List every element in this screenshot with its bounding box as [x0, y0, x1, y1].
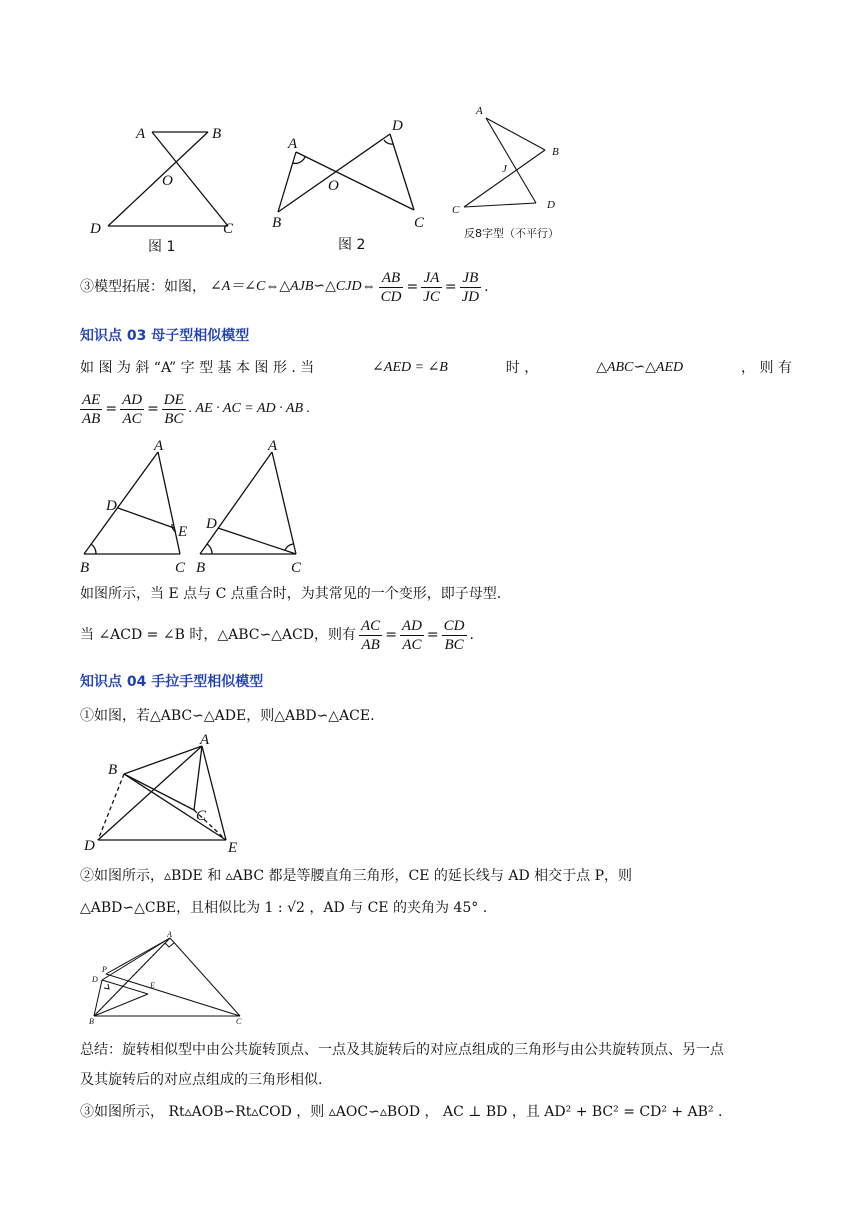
- label-D: D: [90, 221, 101, 237]
- label-B: B: [108, 762, 118, 778]
- seg-AC: [296, 152, 414, 210]
- label-E: E: [178, 524, 188, 540]
- label-B: B: [80, 560, 90, 576]
- seg-CD: [464, 203, 536, 207]
- mother-child-line-2: $\frac{AE}{AB}$ = $\frac{AD}{AC}$ = $\frac{DE}{BC}$ . AE · AC = AD · AB .: [82, 391, 310, 427]
- seg-DC: [390, 134, 414, 210]
- mother-child-line-1: [80, 358, 792, 378]
- eq: =: [406, 279, 419, 295]
- fraction-AC-AB: $\frac{AC}{AB}$: [361, 617, 381, 653]
- caption: 图 1: [148, 239, 176, 255]
- label-A: A: [154, 438, 164, 454]
- label-C: C: [236, 1017, 242, 1026]
- hand-in-hand-2b: △ABD∽△CBE，且相似比为 1 : √2 ，AD 与 CE 的夹角为 45° .: [80, 900, 488, 916]
- figure-1: [80, 118, 250, 258]
- label-B: B: [272, 215, 282, 231]
- seg-BD: [108, 132, 208, 226]
- label-A: A: [268, 438, 278, 454]
- mz2-text: 当 ∠ACD = ∠B 时，△ABC∽△ACD，则有: [80, 627, 357, 643]
- label-B: B: [196, 560, 206, 576]
- label-C: C: [291, 560, 302, 576]
- ext-condition: ∠A＝∠C⇔△AJB∽△CJD⇔: [210, 279, 376, 294]
- fraction-AE-AB: $\frac{AE}{AB}$: [82, 391, 101, 427]
- label-D: D: [92, 975, 98, 984]
- label-E: E: [228, 840, 238, 856]
- caption: 反8字型（不平行）: [464, 227, 559, 240]
- ext-lead: ③模型拓展：如图，: [80, 279, 206, 295]
- label-B: B: [552, 146, 559, 158]
- label-C: C: [223, 221, 234, 237]
- label-D: D: [206, 516, 217, 532]
- summary-line-2: 及其旋转后的对应点组成的三角形相似.: [80, 1072, 323, 1088]
- label-C: C: [414, 215, 425, 231]
- fraction-AB-CD: $\frac{AB}{CD}$: [380, 269, 402, 305]
- fraction-DE-BC: $\frac{DE}{BC}$: [163, 391, 184, 427]
- label-A: A: [136, 126, 146, 142]
- heading-knowledge-03: 知识点 03 母子型相似模型: [80, 328, 250, 344]
- mother-child-variant: 如图所示，当 E 点与 C 点重合时，为其常见的一个变形，即子母型.: [80, 586, 502, 602]
- label-O: O: [162, 173, 173, 189]
- mother-child-variant-2: 当 ∠ACD = ∠B 时，△ABC∽△ACD，则有 $\frac{AC}{AB}$ = $\frac{AD}{AC}$ = $\frac{CD}{BC}$ .: [80, 617, 474, 653]
- mz-text-e: ， 则 有: [741, 360, 792, 376]
- model-extension-line: [80, 266, 489, 308]
- hand-in-hand-figure-2: [86, 928, 256, 1028]
- summary-line-1: 总结：旋转相似型中由公共旋转顶点、一点及其旋转后的对应点组成的三角形与由公共旋转顶点、另一点: [80, 1042, 724, 1058]
- label-O: O: [328, 178, 339, 194]
- hand-in-hand-figure-1: [78, 734, 248, 858]
- label-A: A: [476, 105, 483, 117]
- fraction-JB-JD: $\frac{JB}{JD}$: [461, 269, 480, 305]
- figure-3: [448, 100, 578, 245]
- label-P: P: [102, 965, 107, 974]
- seg-AD: [486, 118, 536, 203]
- fraction-AD-AC: $\frac{AD}{AC}$: [401, 617, 422, 653]
- fraction-CD-BC: $\frac{CD}{BC}$: [443, 617, 465, 653]
- label-J: J: [502, 163, 507, 175]
- label-C: C: [196, 808, 207, 824]
- eq: =: [444, 279, 457, 295]
- label-A: A: [288, 136, 298, 152]
- label-D: D: [106, 498, 117, 514]
- fraction-JA-JC: $\frac{JA}{JC}$: [423, 269, 440, 305]
- rotation-right-triangle: ③如图所示， Rt▵AOB∽Rt▵COD ，则 ▵AOC∽▵BOD ， AC ⊥ BD ，且 AD² + BC² = CD² + AB² .: [80, 1104, 723, 1120]
- label-C: C: [452, 204, 460, 216]
- label-E: E: [150, 981, 155, 990]
- caption: 图 2: [338, 237, 366, 253]
- mother-child-figure-1: [76, 440, 196, 580]
- heading-knowledge-04: 知识点 04 手拉手型相似模型: [80, 674, 264, 690]
- label-A: A: [200, 732, 210, 748]
- mother-child-figure-2: [192, 440, 322, 580]
- hand-in-hand-2a: ②如图所示，▵BDE 和 ▵ABC 都是等腰直角三角形，CE 的延长线与 AD 相交于点 P，则: [80, 868, 632, 884]
- label-D: D: [547, 199, 555, 211]
- label-B: B: [89, 1017, 94, 1026]
- hand-in-hand-1: ①如图，若△ABC∽△ADE，则△ABD∽△ACE.: [80, 708, 375, 724]
- label-C: C: [175, 560, 186, 576]
- mz-text-c: 时 ，: [505, 360, 539, 376]
- mz-text-a: 如 图 为 斜 “A” 字 型 基 本 图 形 . 当: [80, 360, 315, 376]
- label-D: D: [84, 838, 95, 854]
- mz-product-eq: . AE · AC = AD · AB .: [188, 401, 310, 416]
- period: .: [484, 279, 489, 295]
- seg-AB: [278, 152, 296, 212]
- label-D: D: [392, 118, 403, 134]
- fraction-AD-AC: $\frac{AD}{AC}$: [122, 391, 143, 427]
- figure-2: [262, 110, 442, 260]
- mz-angle-cond: ∠AED = ∠B: [372, 360, 448, 375]
- label-B: B: [212, 126, 222, 142]
- label-A: A: [167, 930, 172, 939]
- mz-similar: △ABC∽△AED: [596, 360, 684, 375]
